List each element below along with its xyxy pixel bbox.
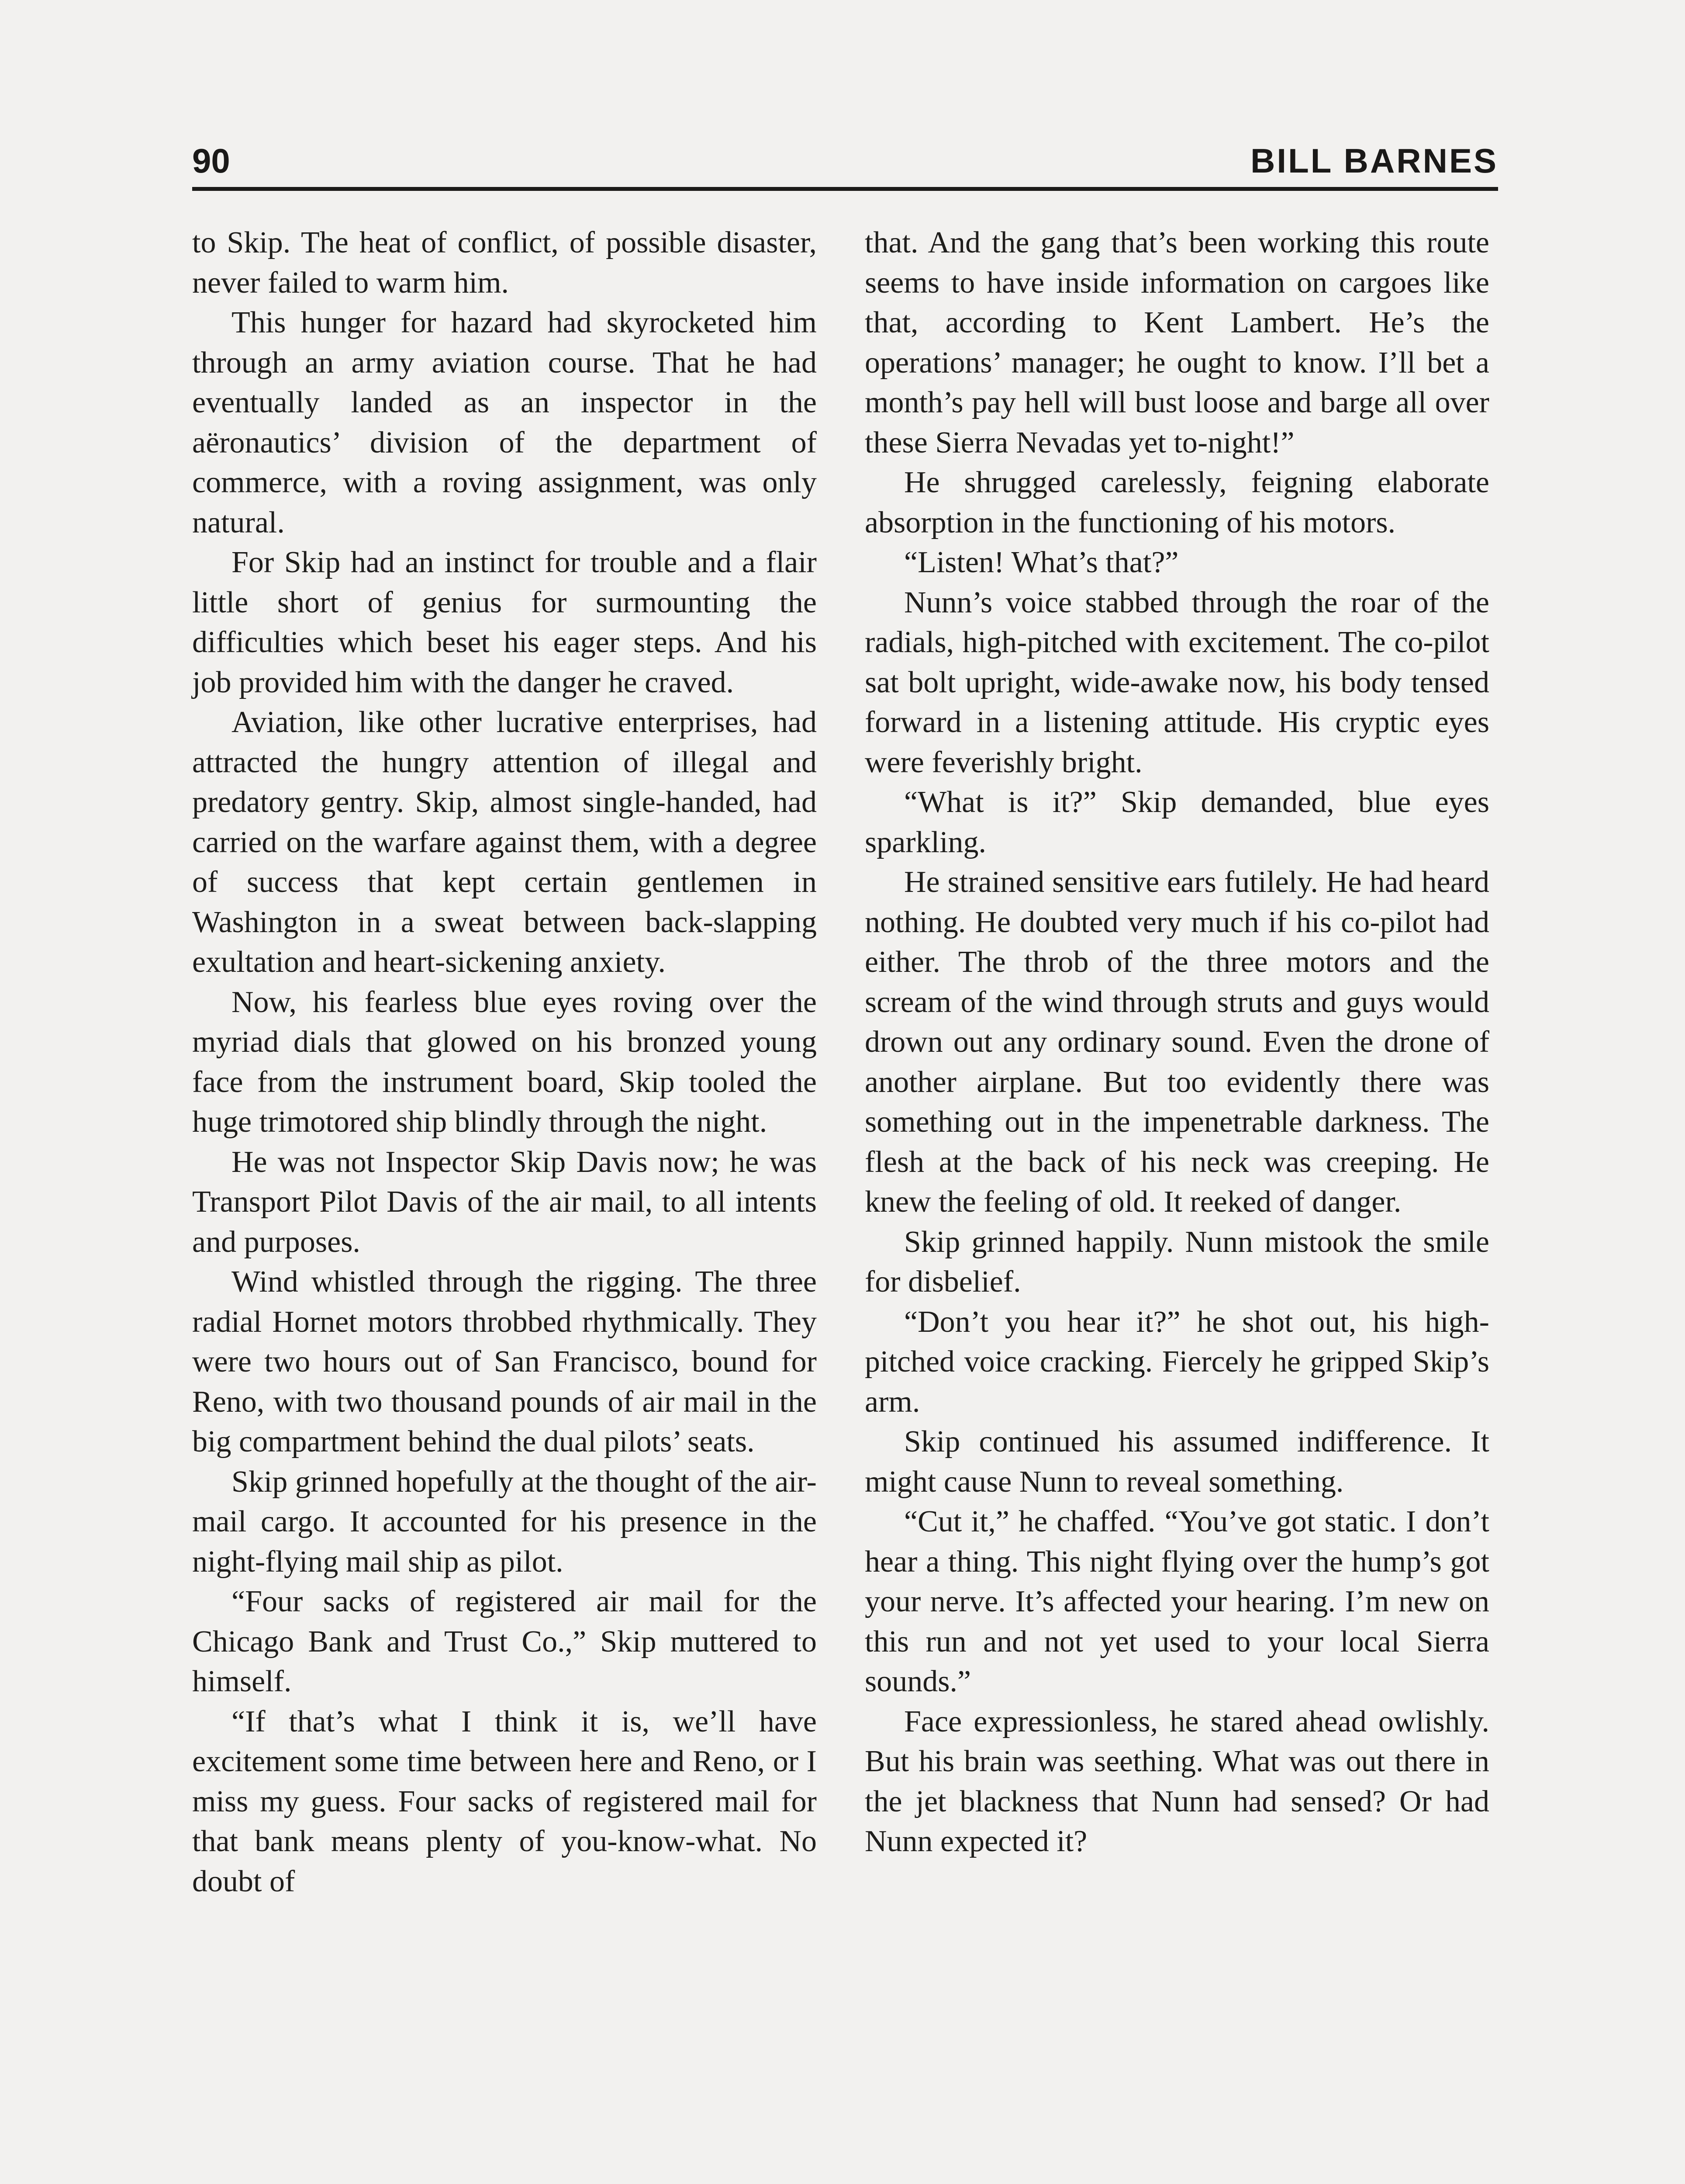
paragraph: “Don’t you hear it?” he shot out, his high-pitched voice cracking. Fiercely he gripped Skip’s arm.	[865, 1305, 1489, 1419]
paragraph: Aviation, like other lucrative enterprises, had attracted the hungry attention of illegal and predatory gentry. Skip, almost single-handed, had carried on the warfare against them, with a degree of success that kept certain gentlemen in Washington in a sweat between back-slapping exultation and heart-sickening anxiety.	[192, 705, 817, 979]
paragraph: to Skip. The heat of conflict, of possible disaster, never failed to warm him.	[192, 226, 817, 300]
page-number: 90	[192, 142, 230, 180]
paragraph: He was not Inspector Skip Davis now; he was Transport Pilot Davis of the air mail, to all intents and purposes.	[192, 1145, 817, 1259]
paragraph: “Listen! What’s that?”	[904, 546, 1179, 579]
left-column	[192, 223, 817, 1901]
paragraph: Nunn’s voice stabbed through the roar of the radials, high-pitched with excitement. The co-pilot sat bolt upright, wide-awake now, his body tensed forward in a listening attitude. His cryptic eyes were feverishly bright.	[865, 585, 1489, 779]
paragraph: “Four sacks of registered air mail for the Chicago Bank and Trust Co.,” Skip muttered to himself.	[192, 1585, 817, 1698]
paragraph: Skip continued his assumed indifference. It might cause Nunn to reveal something.	[865, 1425, 1489, 1499]
paragraph: Face expressionless, he stared ahead owlishly. But his brain was seething. What was out there in the jet blackness that Nunn had sensed? Or had Nunn expected it?	[865, 1704, 1489, 1858]
page-header	[192, 139, 1498, 187]
paragraph: Now, his fearless blue eyes roving over the myriad dials that glowed on his bronzed young face from the instrument board, Skip tooled the huge trimotored ship blindly through the night.	[192, 985, 817, 1139]
running-head: BILL BARNES	[1250, 142, 1498, 180]
paragraph: Skip grinned happily. Nunn mistook the smile for disbelief.	[865, 1225, 1489, 1299]
header-rule	[192, 187, 1498, 191]
paragraph: Skip grinned hopefully at the thought of the air-mail cargo. It accounted for his presence in the night-flying mail ship as pilot.	[192, 1465, 817, 1579]
paragraph: “What is it?” Skip demanded, blue eyes sparkling.	[865, 785, 1489, 859]
paragraph: He shrugged carelessly, feigning elaborate absorption in the functioning of his motors.	[865, 466, 1489, 539]
paragraph: “Cut it,” he chaffed. “You’ve got static. I don’t hear a thing. This night flying over the hump’s got your nerve. It’s affected your hearing. I’m new on this run and not yet used to your local Sierra sounds.”	[865, 1505, 1489, 1698]
paragraph: that. And the gang that’s been working this route seems to have inside information on cargoes like that, according to Kent Lambert. He’s the operations’ manager; he ought to know. I’ll bet a month’s pay hell will bust loose and barge all over these Sierra Nevadas yet to-night!”	[865, 226, 1489, 460]
paragraph: For Skip had an instinct for trouble and a flair little short of genius for surmounting the difficulties which beset his eager steps. And his job provided him with the danger he craved.	[192, 546, 817, 699]
paragraph: Wind whistled through the rigging. The three radial Hornet motors throbbed rhythmically. They were two hours out of San Francisco, bound for Reno, with two thousand pounds of air mail in the big compartment behind the dual pilots’ seats.	[192, 1265, 817, 1458]
paragraph: “If that’s what I think it is, we’ll have excitement some time between here and Reno, or I miss my guess. Four sacks of registered mail for that bank means plenty of you-know-what. No doubt of	[192, 1704, 817, 1898]
paragraph: He strained sensitive ears futilely. He had heard nothing. He doubted very much if his co-pilot had either. The throb of the three motors and the scream of the wind through struts and guys would drown out any ordinary sound. Even the drone of another airplane. But too evidently there was something out in the impenetrable darkness. The flesh at the back of his neck was creeping. He knew the feeling of old. It reeked of danger.	[865, 865, 1489, 1219]
right-column	[865, 223, 1489, 1862]
paragraph: This hunger for hazard had skyrocketed him through an army aviation course. That he had eventually landed as an inspector in the aëronautics’ division of the department of commerce, with a roving assignment, was only natural.	[192, 306, 817, 539]
